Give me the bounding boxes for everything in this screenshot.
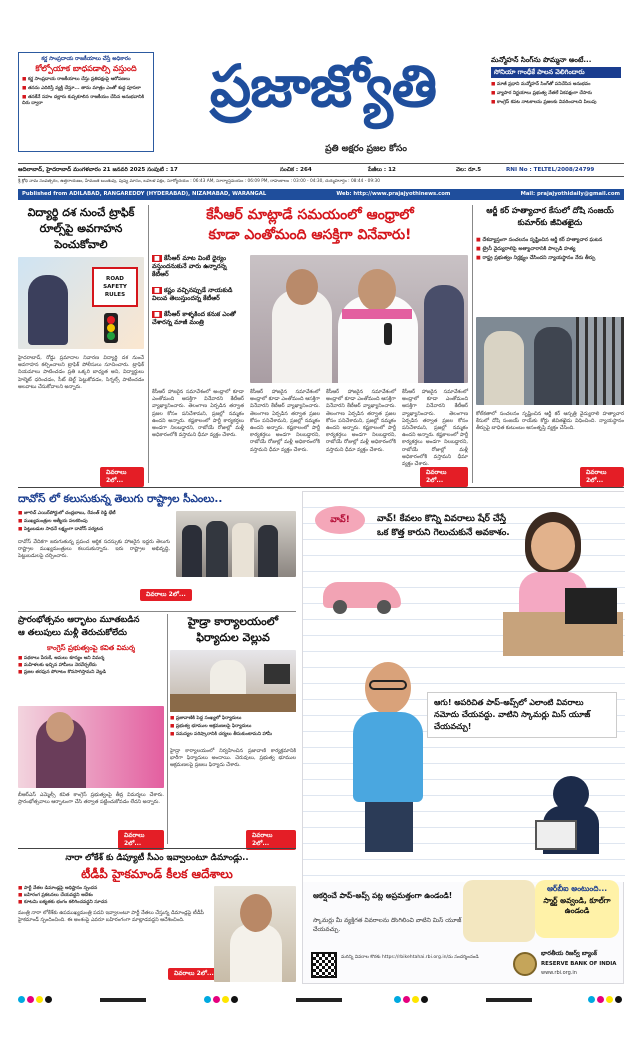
column-divider bbox=[167, 614, 168, 844]
rgkar-story bbox=[476, 205, 624, 483]
lead-headline-1: కేసీఆర్ మాట్లాడే సమయంలో ఆంధ్రాలో bbox=[206, 207, 414, 223]
bottom-text-1: ఆకర్షించే పాప్-అప్స్ పట్ల అప్రమత్తంగా ఉండండి! bbox=[313, 891, 453, 900]
right-teaser-item: ■ వ్యాపార నిర్ణయాలు ప్రభుత్వ నేతలే ఏకపక్షంగా చేసారు bbox=[491, 91, 592, 96]
traffic-story bbox=[18, 205, 144, 483]
warning-text: ఆగు! అపరిచిత పాప్-అప్స్‌లో ఎలాంటి వివరాలు నమోదు చేయవద్దు. వాటిని స్కామర్లు మిస్ యూజ్ చేయవచ్చు! bbox=[427, 692, 617, 738]
lead-bullet: ■ కేసీఆర్ మాట వింటే ధైర్యం వస్తుందనుకునే వారు ఉన్నారన్న కేటీఆర్ bbox=[152, 255, 227, 278]
traffic-headline: విద్యార్థి దశ నుంచే ట్రాఫిక్ రూల్స్‌పై అవగాహన పెంచుకోవాలి bbox=[27, 206, 135, 251]
boy-figure bbox=[343, 662, 433, 852]
davos-headline: దావోస్ లో కలుసుకున్న తెలుగు రాష్ట్రాల సీఎంలు.. bbox=[18, 493, 223, 505]
monitor-icon bbox=[264, 664, 290, 684]
left-teaser-box bbox=[18, 52, 154, 152]
laptop-icon bbox=[535, 820, 577, 850]
monitor-icon bbox=[565, 588, 617, 624]
section-divider bbox=[18, 848, 296, 849]
section-divider bbox=[18, 487, 624, 488]
hydra-headline-2: ఫిర్యాదుల వెల్లువ bbox=[196, 631, 270, 644]
kavitha-photo bbox=[18, 706, 164, 788]
lokesh-body: మంత్రి నారా లోకేశ్‌కు ఉపముఖ్యమంత్రి పదవి ఇవ్వాలంటూ పార్టీ నేతలు చేస్తున్న డిమాండ్లపై టీడీపీ హైకమాండ్ స్పందించింది. ఈ అంశంపై ఎవరూ బహిరంగంగా మాట్లాడవద్దని ఆదేశించింది. bbox=[18, 910, 204, 924]
davos-body: దావోస్ వేదికగా జరుగుతున్న ప్రపంచ ఆర్థిక సదస్సుకు హాజరైన ఇద్దరు తెలుగు రాష్ట్రాల ముఖ్యమంత్రులు కలుసుకున్నారు. ఇరు రాష్ట్రాల అభివృద్ధి, పెట్టుబడులపై చర్చించారు. bbox=[18, 539, 170, 560]
lead-body-col3: కేసీఆర్ హాజరైన సమావేశంలో అంధ్రాలో కూడా ఎంతోమంది ఆసక్తిగా వినేవారని కేటీఆర్ వ్యాఖ్యానించారు. తెలంగాణ ఏర్పడిన తర్వాత ప్రజల కోసం పనిచేశామని, ప్రజల్లో నమ్మకం ఉందని అన్నారు. కష్టకాలంలో పార్టీ కార్యకర్తలు అండగా నిలబడ్డారని, రాబోయే రోజుల్లో మళ్లీ అధికారంలోకి వస్తామని ధీమా వ్యక్తం చేశారు. bbox=[326, 389, 396, 453]
column-divider bbox=[472, 205, 473, 483]
lead-story bbox=[152, 205, 468, 483]
police-figure bbox=[484, 331, 524, 405]
rgkar-headline: ఆర్జీ కర్ హత్యాచార కేసులో దోషి సంజయ్ కుమార్‌కు జీవితఖైదు bbox=[486, 206, 614, 227]
davos-photo bbox=[176, 511, 296, 577]
rgkar-body: కోల్‌కతాలో సంచలనం సృష్టించిన ఆర్జీ కర్ ఆస్పత్రి వైద్యురాలి హత్యాచార కేసులో దోషి సంజయ్ రాయ్‌కు కోర్టు జీవితఖైదు విధించింది. న్యాయస్థానం తీర్పుపై బాధిత కుటుంబం అసంతృప్తి వ్యక్తం చేసింది. bbox=[476, 411, 624, 432]
brs-body: బీఆర్ఎస్ ఎమ్మెల్సీ కవిత కాంగ్రెస్ ప్రభుత్వంపై తీవ్ర విమర్శలు చేశారు. ప్రారంభోత్సవాలు ఆర్భాటంగా చేసి తర్వాత పట్టించుకోవడం లేదని అన్నారు. bbox=[18, 792, 164, 806]
hydra-bullet: ■ ప్రభుత్వ భూముల ఆక్రమణలపై ఫిర్యాదులు bbox=[170, 724, 252, 729]
rni-number: RNI No : TELTEL/2008/24799 bbox=[506, 167, 595, 173]
cm-figure bbox=[232, 523, 254, 577]
lokesh-bullet: ■ బహిరంగ ప్రకటనలు చేయవద్దని ఆదేశం bbox=[18, 893, 93, 898]
prize-text: వావ్! కేవలం కొన్ని వివరాలు షేర్ చేస్తే ఒక కొత్త కారుని గెలుచుకునే అవకాశం. bbox=[377, 514, 510, 538]
rgkar-bullet: ■ దేశవ్యాప్తంగా సంచలనం సృష్టించిన ఆర్జీ కర్ హత్యాచార ఘటన bbox=[476, 237, 603, 243]
traffic-body: హైదరాబాద్, రోడ్డు ప్రమాదాల నివారణ విద్యార్థి దశ నుంచే అవగాహన కల్పించాలని ట్రాఫిక్ పోలీసులు సూచించారు. ట్రాఫిక్ నియమాలు పాటించడం ప్రతి ఒక్కరి బాధ్యత అని, విద్యార్థులు హెల్మెట్ ధరించడం, సీట్ బెల్ట్ పెట్టుకోవడం, సిగ్నల్స్ పాటించడం అలవాటు చేసుకోవాలని అన్నారు. bbox=[18, 355, 144, 390]
almanac-line: శ్రీ క్రోధి నామ సంవత్సరం, ఉత్తరాయణం, హేమంత ఋతువు, పుష్య మాసం, బహుళ పక్షం, సూర్యోదయం : 06:43 AM, సూర్యాస్తమయం : 06:09 PM, రాహుకాలం : 03:00 - 04:30, దుర్ముహూర్తం : 08:44 - 09:30 bbox=[18, 179, 380, 184]
cm-figure bbox=[206, 521, 228, 577]
right-teaser-item: ■ కాంగ్రెస్ కపట నాటకాలను ప్రజలకు వివరించాలని పిలుపు bbox=[491, 100, 597, 105]
left-teaser-headline: కోల్పోయాక బాధపడాల్సి వస్తుంది bbox=[35, 64, 137, 73]
hydra-body: హైడ్రా కార్యాలయంలో నిర్వహించిన ప్రజావాణి కార్యక్రమానికి భారీగా ఫిర్యాదులు అందాయి. చెరువులు, ప్రభుత్వ భూముల ఆక్రమణలపై ప్రజలు ఫిర్యాదు చేశారు. bbox=[170, 748, 296, 769]
kcr-face bbox=[358, 269, 396, 311]
lokesh-bullet: ■ కూటమి ఐక్యతకు భంగం కలిగించవద్దని సూచన bbox=[18, 900, 108, 905]
rgkar-bullets bbox=[476, 237, 624, 261]
published-bar bbox=[18, 189, 624, 200]
right-teaser-box bbox=[488, 52, 624, 152]
davos-story bbox=[18, 491, 296, 607]
right-teaser-item: ■ మాజీ ప్రధాని మన్మోహన్ సింగ్‌తో పనిచేసిన అనుభవం bbox=[491, 82, 591, 87]
issue-number: సంచిక : 264 bbox=[280, 167, 312, 173]
left-teaser-item: ■ తనకేనే సహం దల్లారు కుప్పకూలిన రాజకీయం చేసిన అనుభవానికి చిరు ద్వారా bbox=[22, 95, 145, 106]
road-safety-sign: ROAD SAFETY RULES bbox=[92, 267, 138, 307]
rgkar-bullet: ■ రాష్ట్ర ప్రభుత్వం నిర్లక్ష్యం చేసిందని న్యాయస్థానం నేరు తీర్పు bbox=[476, 255, 596, 261]
hydra-photo bbox=[170, 650, 296, 712]
rbi-badge-title: ఆర్‌బీఐ అంటుంది... bbox=[546, 884, 608, 893]
traffic-photo bbox=[18, 257, 144, 349]
left-teaser-item: ■ కర్ణ సాంప్రదాయ రాజకీయాలు చేస్తు ప్రతిపక్షంపై ఆరోపణలు bbox=[22, 77, 131, 82]
lokesh-bullet: ■ పార్టీ నేతల డిమాండ్లపై అధిష్టానం స్పందన bbox=[18, 886, 98, 891]
published-from: Published from ADILABAD, RANGAREDDY (HYDERABAD), NIZAMABAD, WARANGAL bbox=[22, 191, 267, 197]
traffic-light-icon bbox=[104, 313, 118, 343]
masthead-title: ప్రజాజ్యోతి bbox=[209, 52, 437, 120]
section-divider bbox=[18, 611, 296, 612]
brs-headline-2: ఆ తలుపులు మళ్లీ తెరుచుకోలేదు bbox=[18, 628, 127, 638]
brs-headline-1: ప్రారంభోత్సవం ఆర్భాటం మూతబడిన bbox=[18, 615, 140, 625]
lokesh-photo bbox=[214, 886, 296, 982]
dateline: ఆదిలాబాద్, హైదరాబాద్ మంగళవారం 21 జనవరి 2025 సంపుటి : 17 bbox=[18, 167, 178, 173]
convict-figure bbox=[534, 327, 572, 405]
lokesh-more-link[interactable]: వివరాలు 2లో... bbox=[168, 968, 220, 980]
rgkar-bullet: ■ ట్రైనీ వైద్యురాలిపై అత్యాచారానికి పాల్పడి హత్య bbox=[476, 246, 576, 252]
brs-bullet: ■ మహిళలకు ఇచ్చిన హామీలు నెరవేర్చలేదు bbox=[18, 663, 97, 668]
davos-bullets bbox=[18, 511, 168, 533]
minister-figure bbox=[28, 275, 68, 345]
scammer-figure bbox=[535, 776, 611, 856]
right-teaser-headline1: మన్మోహన్ సింగ్‌ను పొమ్మనా అంటే... bbox=[491, 56, 592, 64]
page-count: పేజీలు : 12 bbox=[368, 167, 396, 173]
rgkar-photo bbox=[476, 317, 624, 405]
bottom-text-2: స్కామర్లు మీ వ్యక్తిగత వివరాలను దొంగిలించి వాటిని మిస్ యూజ్ చేయవచ్చు. bbox=[313, 917, 462, 933]
web-address[interactable]: Web: http://www.prajajyothinews.com bbox=[336, 191, 451, 197]
print-registration-marks bbox=[0, 990, 640, 1010]
car-icon bbox=[323, 582, 401, 608]
davos-bullet: ■ ముఖ్యమంత్రుల ఆత్మీయ పలకరింపు bbox=[18, 519, 88, 524]
lead-body-col4: కేసీఆర్ హాజరైన సమావేశంలో అంధ్రాలో కూడా ఎంతోమంది ఆసక్తిగా వినేవారని కేటీఆర్ వ్యాఖ్యానించారు. తెలంగాణ ఏర్పడిన తర్వాత ప్రజల కోసం పనిచేశామని, ప్రజల్లో నమ్మకం ఉందని అన్నారు. కష్టకాలంలో పార్టీ కార్యకర్తలు అండగా నిలబడ్డారని, రాబోయే రోజుల్లో మళ్లీ అధికారంలోకి వస్తామని ధీమా వ్యక్తం చేశారు. bbox=[402, 389, 468, 468]
lokesh-figure bbox=[230, 924, 282, 982]
wow-burst: వావ్! bbox=[315, 506, 365, 534]
microphone-icon bbox=[384, 323, 392, 345]
rbi-seal-icon bbox=[513, 952, 537, 976]
qr-code[interactable] bbox=[311, 952, 337, 978]
lead-bullet: ■ కేసీఆర్ కాళ్ళకింద కనుక ఎంతో చేశారన్న మాజీ మంత్రి bbox=[152, 311, 236, 326]
brs-bullet: ■ ప్రజల తరఫున పోరాటం కొనసాగిస్తామని వెల్లడి bbox=[18, 670, 106, 675]
left-teaser-item: ■ తనను ఎదిరిస్తే వ్యక్తి చేస్తూ... తాను మాత్రం ఎంతో శుద్ధ పూసలా bbox=[22, 86, 141, 91]
brs-bullet: ■ పథకాలు పేరుకే, అమలు శూన్యం అని విమర్శ bbox=[18, 656, 105, 661]
brs-subheading: కాంగ్రెస్ ప్రభుత్వంపై కవిత విమర్శ bbox=[47, 644, 135, 652]
jail-grille bbox=[576, 317, 624, 405]
hydra-story bbox=[170, 614, 296, 847]
lokesh-bullets bbox=[18, 886, 204, 906]
hydra-bullet: ■ ప్రజావాణికి పెద్ద సంఖ్యలో ఫిర్యాదులు bbox=[170, 716, 242, 721]
right-teaser-headline2: సోనియా గాంధీకే పాలన వెలిగిందారు bbox=[491, 67, 621, 78]
hydra-bullet: ■ సమస్యల పరిష్కారానికి చర్యలు తీసుకుంటామని హామీ bbox=[170, 732, 273, 737]
lokesh-face bbox=[240, 894, 272, 932]
pink-scarf bbox=[342, 309, 412, 319]
ktr-face bbox=[286, 269, 318, 305]
lead-body-col2: కేసీఆర్ హాజరైన సమావేశంలో అంధ్రాలో కూడా ఎంతోమంది ఆసక్తిగా వినేవారని కేటీఆర్ వ్యాఖ్యానించారు. తెలంగాణ ఏర్పడిన తర్వాత ప్రజల కోసం పనిచేశామని, ప్రజల్లో నమ్మకం ఉందని అన్నారు. కష్టకాలంలో పార్టీ కార్యకర్తలు అండగా నిలబడ్డారని, రాబోయే రోజుల్లో మళ్లీ అధికారంలోకి వస్తామని ధీమా వ్యక్తం చేశారు. bbox=[250, 389, 320, 453]
lokesh-headline-2: టీడీపీ హైకమాండ్ కీలక ఆదేశాలు bbox=[81, 867, 233, 881]
lokesh-story bbox=[18, 852, 296, 984]
ad-footer-text[interactable]: మరిన్ని వివరాల కొరకు https://rbikehtahai.rbi.org.in/ను సందర్శించండి bbox=[341, 955, 479, 960]
price: వెల: రూ.5 bbox=[456, 167, 482, 173]
lead-more-link[interactable]: వివరాలు 2లో... bbox=[420, 467, 468, 487]
cm-figure bbox=[182, 525, 202, 577]
lead-body-col1: కేసీఆర్ హాజరైన సమావేశంలో అంధ్రాలో కూడా ఎంతోమంది ఆసక్తిగా వినేవారని కేటీఆర్ వ్యాఖ్యానించారు. తెలంగాణ ఏర్పడిన తర్వాత ప్రజల కోసం పనిచేశామని, ప్రజల్లో నమ్మకం ఉందని అన్నారు. కష్టకాలంలో పార్టీ కార్యకర్తలు అండగా నిలబడ్డారని, రాబోయే రోజుల్లో మళ్లీ అధికారంలోకి వస్తామని ధీమా వ్యక్తం చేశారు. bbox=[152, 389, 244, 439]
kavitha-face bbox=[46, 712, 74, 742]
hydra-more-link[interactable]: వివరాలు 2లో... bbox=[246, 830, 296, 850]
hydra-headline-1: హైడ్రా కార్యాలయంలో bbox=[187, 615, 279, 628]
dateline-bar bbox=[18, 163, 624, 177]
rgkar-more-link[interactable]: వివరాలు 2లో... bbox=[580, 467, 624, 487]
lead-bullets bbox=[152, 255, 244, 327]
brs-story bbox=[18, 614, 164, 847]
davos-more-link[interactable]: వివరాలు 2లో... bbox=[140, 589, 192, 601]
cm-figure bbox=[258, 525, 278, 577]
rbi-website[interactable]: www.rbi.org.in bbox=[541, 970, 577, 976]
lead-headline-2: కూడా ఎంతోమంది ఆసక్తిగా వినేవారు! bbox=[208, 227, 412, 243]
lokesh-headline-1: నారా లోకేశ్ కు డిప్యూటీ సీఎం ఇవ్వాలంటూ డిమాండ్లు.. bbox=[65, 853, 249, 863]
rbi-name-telugu: భారతీయ రిజర్వ్ బ్యాంక్ bbox=[541, 950, 598, 957]
traffic-more-link[interactable]: వివరాలు 2లో... bbox=[100, 467, 144, 487]
rbi-badge bbox=[535, 880, 619, 938]
rbi-name-english: RESERVE BANK OF INDIA bbox=[541, 961, 617, 967]
lead-photo bbox=[250, 255, 468, 383]
brs-more-link[interactable]: వివరాలు 2లో... bbox=[118, 830, 164, 850]
rbi-slogan: స్మార్ట్ అవ్వండి, కూల్‌గా ఉండండి bbox=[543, 896, 611, 915]
crowd-figure bbox=[424, 285, 464, 383]
rbi-advertisement[interactable] bbox=[302, 491, 624, 984]
davos-bullet: ■ పెట్టుబడుల సాధనే లక్ష్యంగా దావోస్ పర్యటన bbox=[18, 527, 104, 532]
masthead-tagline: ప్రతి అక్షరం ప్రజల కోసం bbox=[325, 144, 407, 154]
column-divider bbox=[148, 205, 149, 483]
desk bbox=[170, 694, 296, 712]
lead-bullet: ■ కష్టం వచ్చినప్పుడే నాయకుడి విలువ తెలుస్తుందన్న కేటీఆర్ bbox=[152, 287, 233, 302]
mail-address[interactable]: Mail: prajajyothidaily@gmail.com bbox=[520, 191, 620, 197]
left-teaser-kicker: కర్ణ సాంప్రదాయ రాజకీయాలు చేస్తే అధికారం bbox=[41, 56, 131, 62]
cartoon-hands bbox=[463, 880, 535, 942]
davos-bullet: ■ జూరిచ్ ఎయిర్‌పోర్టులో చంద్రబాబు, రేవంత్ రెడ్డి భేటీ bbox=[18, 511, 116, 516]
